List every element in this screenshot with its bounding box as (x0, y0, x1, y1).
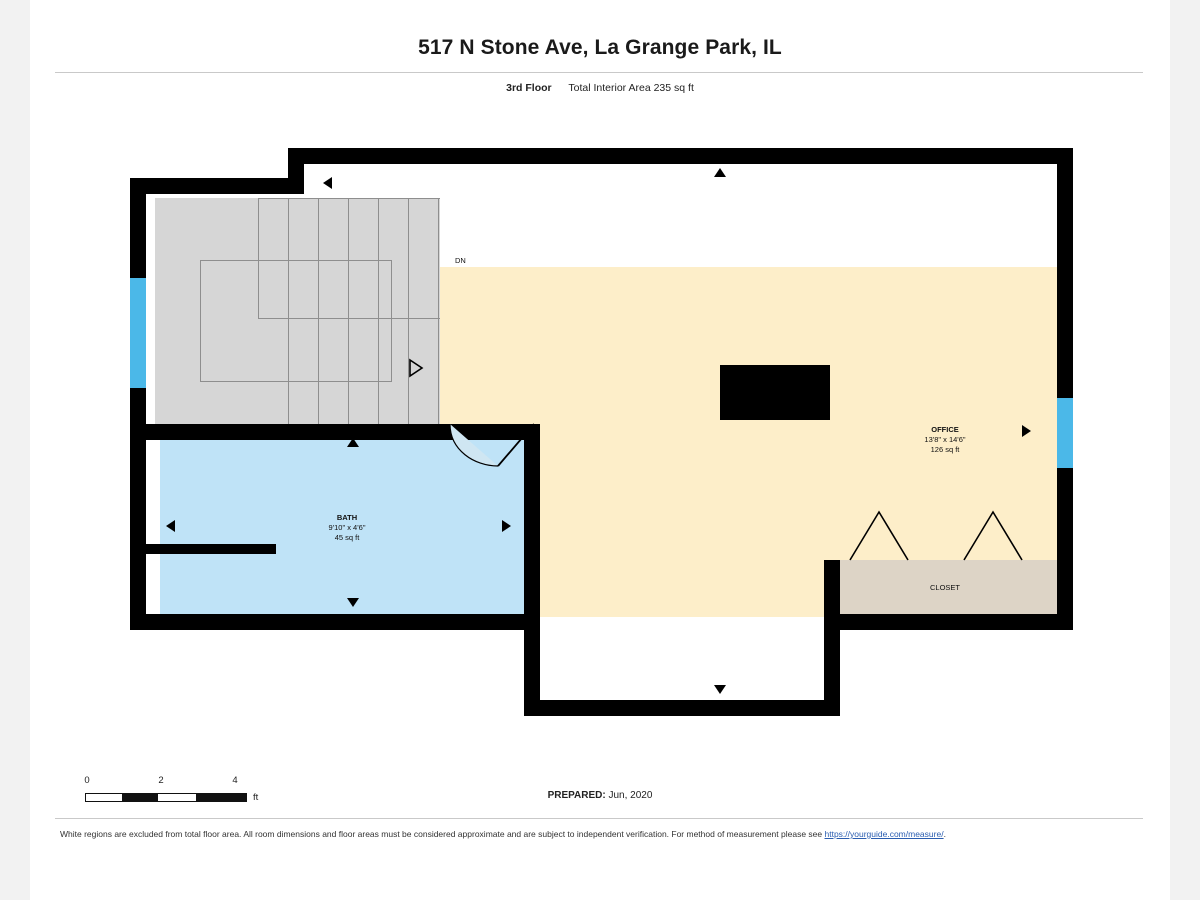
title-divider (55, 72, 1143, 73)
stair-flight-border (258, 318, 440, 319)
bath-room-label (287, 513, 407, 543)
stair-direction-label: DN (455, 256, 466, 265)
office-dimensions: 13'8" x 14'6" (924, 435, 966, 444)
bath-name: BATH (336, 513, 358, 522)
stair-tread-line (258, 198, 259, 318)
stair-flight-edge (438, 318, 439, 433)
closet-door-left-icon (848, 508, 912, 564)
prepared-date: Jun, 2020 (608, 790, 653, 801)
exterior-wall-right (1057, 148, 1073, 618)
office-furniture-block (720, 365, 830, 420)
dimension-arrow-bath-left (166, 520, 175, 532)
stair-arrow-left-icon (323, 177, 332, 189)
scale-tick-labels (85, 775, 250, 789)
window-left-exterior (130, 278, 146, 388)
exterior-wall-bottom-bumpout (524, 700, 840, 716)
stair-arrow-right-icon (408, 358, 426, 378)
page-title: 517 N Stone Ave, La Grange Park, IL (418, 36, 782, 59)
exterior-wall-closet-bottom (824, 614, 1073, 630)
stair-tread-line (348, 318, 349, 433)
scale-tick-2: 2 (158, 775, 164, 786)
exterior-wall-stair-top (130, 178, 304, 194)
office-area: 126 sq ft (930, 445, 960, 454)
floor-label: 3rd Floor (506, 82, 552, 94)
scale-tick-0: 0 (84, 775, 90, 786)
stair-tread-line (378, 318, 379, 433)
office-name: OFFICE (931, 425, 959, 434)
dimension-arrow-bath-top (347, 438, 359, 447)
stair-landing-outline (200, 260, 392, 382)
stair-flight-border (258, 198, 440, 199)
closet-name: CLOSET (929, 583, 960, 592)
exterior-wall-top (288, 148, 1073, 164)
stair-tread-line (288, 198, 289, 318)
bath-dimensions: 9'10" x 4'6" (328, 523, 366, 532)
closet-room-label (885, 583, 1005, 593)
disclaimer-see-prefix: see (808, 829, 825, 839)
stair-tread-line (288, 318, 289, 433)
closet-door-right-icon (962, 508, 1026, 564)
scale-bar (84, 775, 259, 803)
floor-subheader (30, 82, 1170, 94)
disclaimer-text (60, 828, 1020, 841)
disclaimer-suffix: . (943, 829, 946, 839)
floorplan-drawing (30, 120, 1170, 740)
dimension-arrow-office-top (714, 168, 726, 177)
total-area-label: Total Interior Area 235 sq ft (568, 82, 694, 94)
dimension-arrow-office-bottom (714, 685, 726, 694)
stair-tread-line (318, 198, 319, 318)
footer-divider (55, 818, 1143, 819)
measurement-method-link[interactable]: https://yourguide.com/measure/ (824, 829, 944, 839)
prepared-line (30, 790, 1170, 801)
bath-area: 45 sq ft (334, 533, 360, 542)
stair-tread-line (348, 198, 349, 318)
exterior-wall-left (130, 178, 146, 630)
exterior-wall-bumpout-right (824, 560, 840, 716)
bath-door-icon (448, 420, 540, 470)
stair-tread-line (378, 198, 379, 318)
window-right-exterior (1057, 398, 1073, 468)
dimension-arrow-office-right (1022, 425, 1031, 437)
scale-unit-label: ft (253, 792, 259, 803)
dimension-arrow-bath-right (502, 520, 511, 532)
floorplan-sheet (30, 0, 1170, 900)
stair-flight-edge (438, 198, 439, 318)
disclaimer-line-1: White regions are excluded from total floor area. All room dimensions and floor areas must be considered approximate and are subject to independent verification. For method of measurement please (60, 829, 807, 839)
scale-tick-4: 4 (232, 775, 238, 786)
stair-tread-line (318, 318, 319, 433)
prepared-label: PREPARED: (547, 790, 606, 801)
bath-partition-stub (146, 544, 276, 554)
office-room-label (885, 425, 1005, 455)
exterior-wall-bottom-left (130, 614, 540, 630)
dimension-arrow-bath-bottom (347, 598, 359, 607)
stair-tread-line (408, 198, 409, 318)
